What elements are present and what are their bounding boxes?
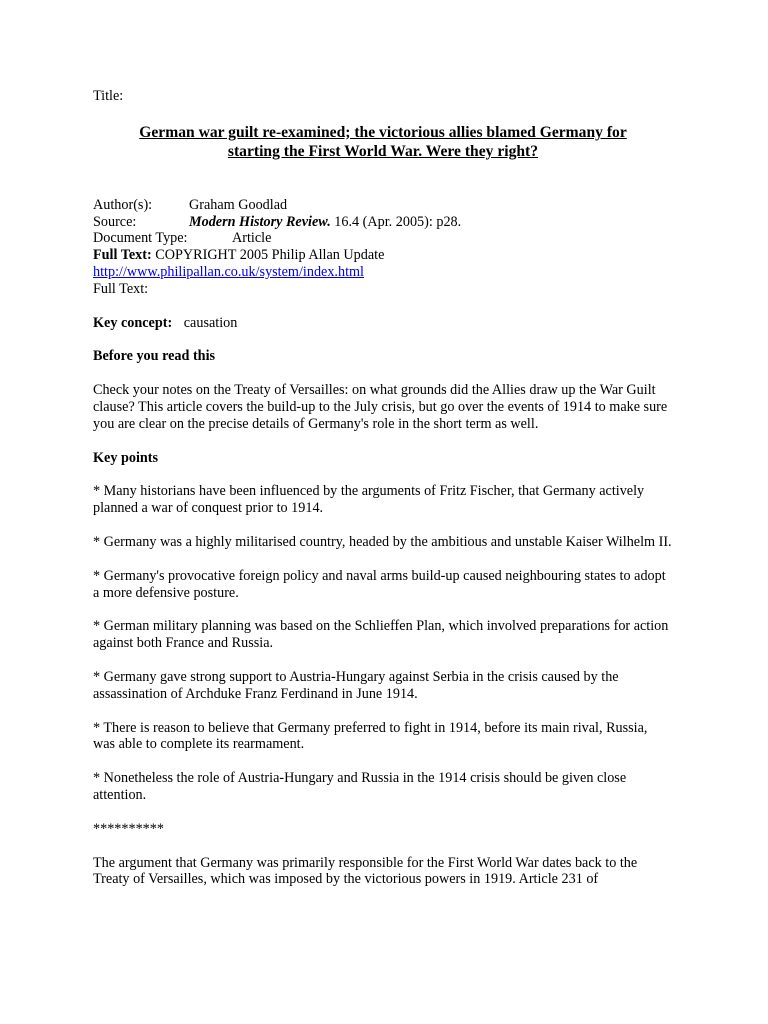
fulltext-value: COPYRIGHT 2005 Philip Allan Update (151, 247, 385, 264)
source-label: Source: (93, 213, 137, 230)
doctype-label: Document Type: (93, 230, 188, 247)
key-concept-value: causation (183, 314, 238, 331)
fulltext-label: Full Text: (93, 247, 152, 264)
link-row (93, 264, 673, 281)
document-page (93, 88, 673, 888)
article-title-line-2: starting the First World War. Were they right? (227, 142, 539, 160)
key-point-item: * Germany was a highly militarised country, headed by the ambitious and unstable Kaiser Wilhelm II. (93, 533, 672, 550)
fulltext2-label: Full Text: (93, 280, 149, 297)
authors-label: Author(s): (93, 196, 153, 213)
key-point-item: * Germany's provocative foreign policy and naval arms build-up caused neighbouring states to adopt a more defensive posture. (93, 567, 666, 601)
authors-row (93, 197, 673, 214)
before-heading: Before you read this (93, 348, 216, 365)
key-concept-label: Key concept: (93, 314, 173, 331)
fulltext-row (93, 247, 673, 264)
section-separator: ********** (93, 820, 164, 837)
key-point-item: * There is reason to believe that Germany preferred to fight in 1914, before its main rival, Russia, was able to complete its rearmament. (93, 719, 648, 753)
article-title-line-1: German war guilt re-examined; the victorious allies blamed Germany for (139, 123, 627, 141)
body-paragraph: The argument that Germany was primarily responsible for the First World War dates back to the Treaty of Versailles, which was imposed by the victorious powers in 1919. Article 231 of (93, 854, 638, 888)
source-row (93, 214, 673, 231)
key-point-item: * Many historians have been influenced by the arguments of Fritz Fischer, that Germany actively planned a war of conquest prior to 1914. (93, 483, 645, 517)
key-point-item: * Germany gave strong support to Austria-Hungary against Serbia in the crisis caused by the assassination of Archduke Franz Ferdinand in June 1914. (93, 668, 619, 702)
key-concept-row (93, 315, 673, 332)
before-paragraph: Check your notes on the Treaty of Versailles: on what grounds did the Allies draw up the War Guilt clause? This article covers the build-up to the July crisis, but go over the events of 1914 to make sure you are clear on the precise details of Germany's role in the short term as well. (93, 382, 668, 432)
article-title (93, 123, 673, 161)
source-value (189, 214, 461, 231)
doctype-value: Article (232, 230, 272, 247)
key-point-item: * Nonetheless the role of Austria-Hungary and Russia in the 1914 crisis should be given close attention. (93, 770, 627, 803)
source-detail: 16.4 (Apr. 2005): p28. (330, 213, 462, 230)
metadata-block (93, 197, 673, 298)
authors-value: Graham Goodlad (189, 196, 288, 213)
key-point-item: * German military planning was based on the Schlieffen Plan, which involved preparations for action against both France and Russia. (93, 618, 669, 652)
title-label: Title: (93, 88, 124, 104)
key-points-heading: Key points (93, 449, 159, 466)
doctype-row (93, 230, 673, 247)
source-journal: Modern History Review. (189, 213, 331, 230)
publisher-link[interactable]: http://www.philipallan.co.uk/system/index.html (93, 263, 364, 280)
